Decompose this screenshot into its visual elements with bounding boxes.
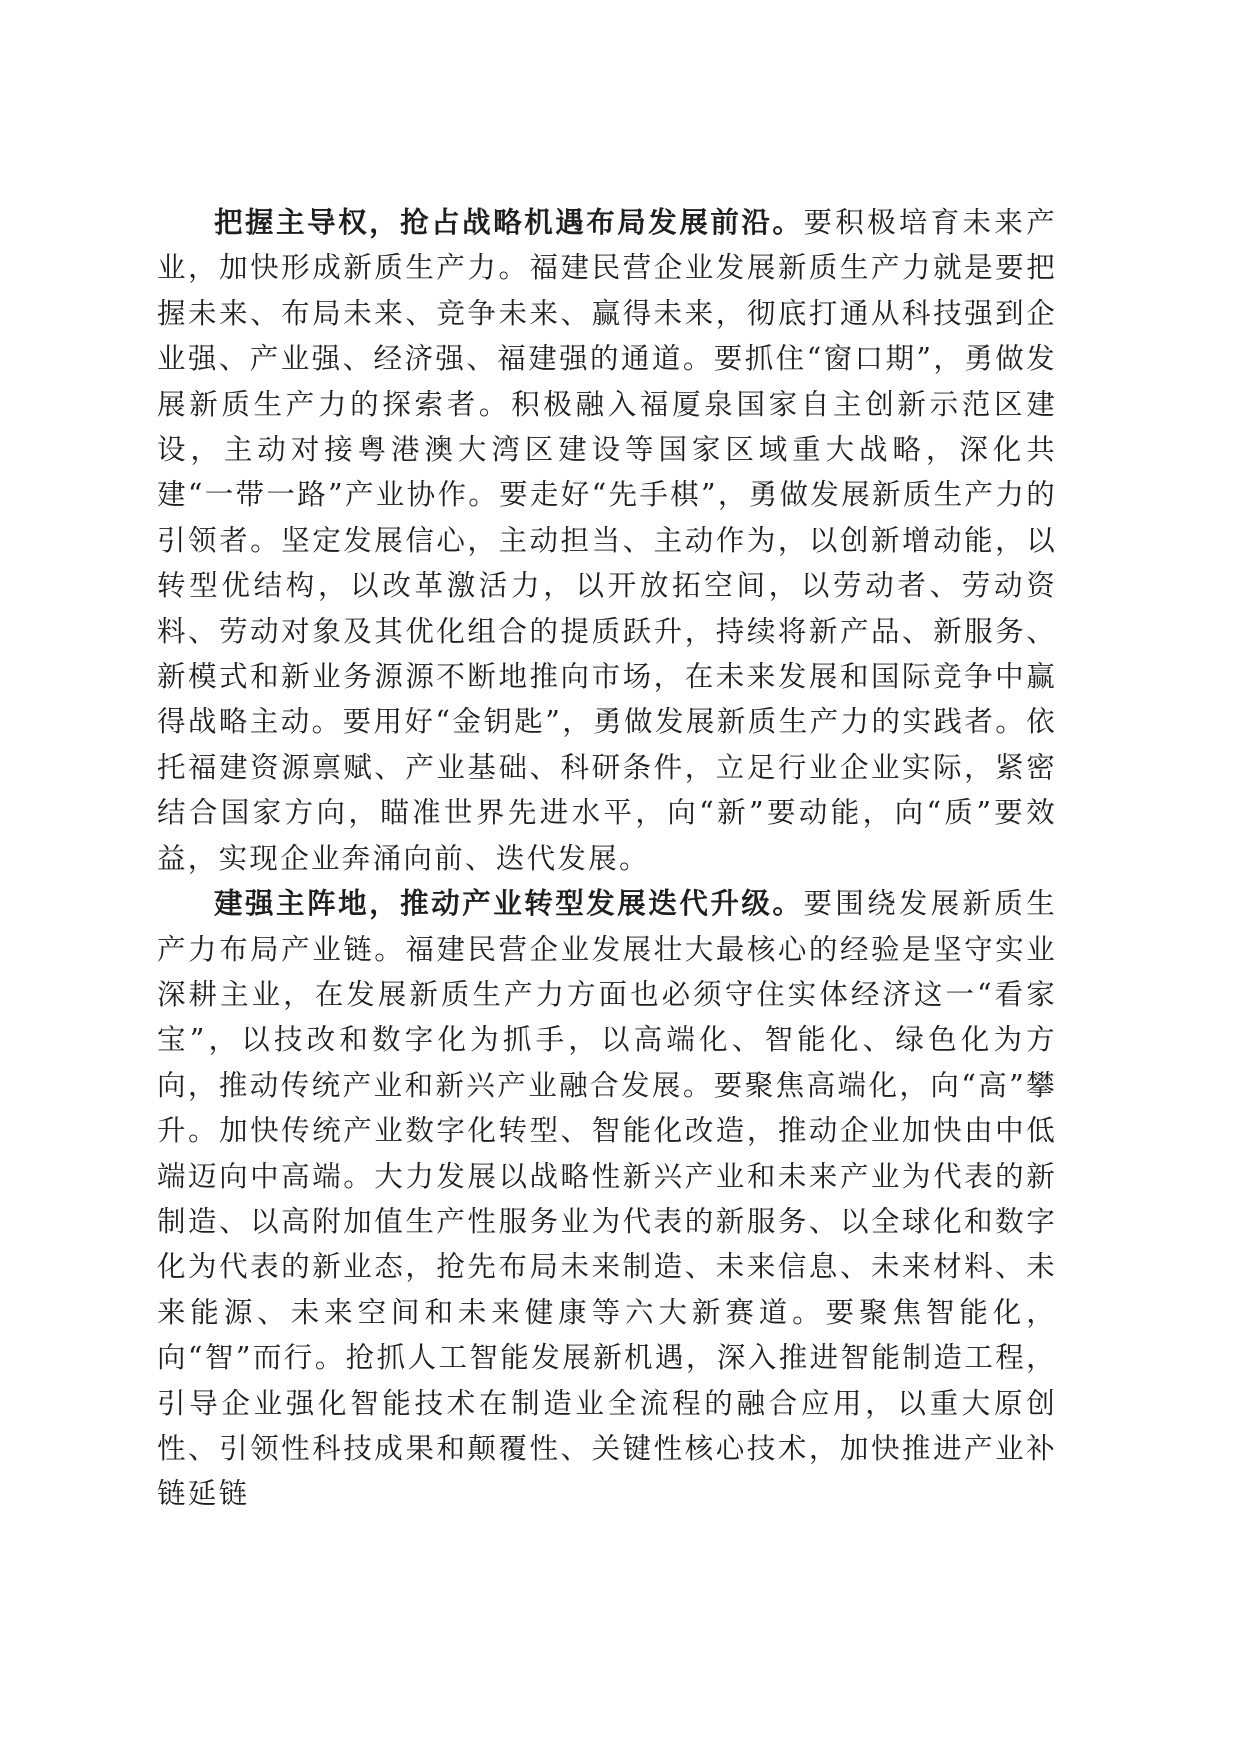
paragraph-lead-heading: 把握主导权，抢占战略机遇布局发展前沿。 <box>214 206 804 239</box>
paragraph-strategy <box>157 200 1057 881</box>
paragraph-lead-heading: 建强主阵地，推动产业转型发展迭代升级。 <box>214 887 804 921</box>
paragraph-body-text: 要围绕发展新质生产力布局产业链。福建民营企业发展壮大最核心的经验是坚守实业深耕主业，在发展新质生产力方面也必须守住实体经济这一“看家宝”，以技改和数字化为抓手，以高端化、智能化、绿色化为方向，推动传统产业和新兴产业融合发展。要聚焦高端化，向“高”攀升。加快传统产业数字化转型、智能化改造，推动企业加快由中低端迈向中高端。大力发展以战略性新兴产业和未来产业为代表的新制造、以高附加值生产性服务业为代表的新服务、以全球化和数字化为代表的新业态，抢先布局未来制造、未来信息、未来材料、未来能源、未来空间和未来健康等六大新赛道。要聚焦智能化，向“智”而行。抢抓人工智能发展新机遇，深入推进智能制造工程，引导企业强化智能技术在制造业全流程的融合应用，以重大原创性、引领性科技成果和颠覆性、关键性核心技术，加快推进产业补链延链 <box>157 887 1057 1511</box>
paragraph-body-text: 要积极培育未来产业，加快形成新质生产力。福建民营企业发展新质生产力就是要把握未来、布局未来、竞争未来、赢得未来，彻底打通从科技强到企业强、产业强、经济强、福建强的通道。要抓住“窗口期”，勇做发展新质生产力的探索者。积极融入福厦泉国家自主创新示范区建设，主动对接粤港澳大湾区建设等国家区域重大战略，深化共建“一带一路”产业协作。要走好“先手棋”，勇做发展新质生产力的引领者。坚定发展信心，主动担当、主动作为，以创新增动能，以转型优结构，以改革激活力，以开放拓空间，以劳动者、劳动资料、劳动对象及其优化组合的提质跃升，持续将新产品、新服务、新模式和新业务源源不断地推向市场，在未来发展和国际竞争中赢得战略主动。要用好“金钥匙”，勇做发展新质生产力的实践者。依托福建资源禀赋、产业基础、科研条件，立足行业企业实际，紧密结合国家方向，瞄准世界先进水平，向“新”要动能，向“质”要效益，实现企业奔涌向前、迭代发展。 <box>157 206 1057 875</box>
document-body <box>157 200 1057 1517</box>
paragraph-industry <box>157 881 1057 1517</box>
